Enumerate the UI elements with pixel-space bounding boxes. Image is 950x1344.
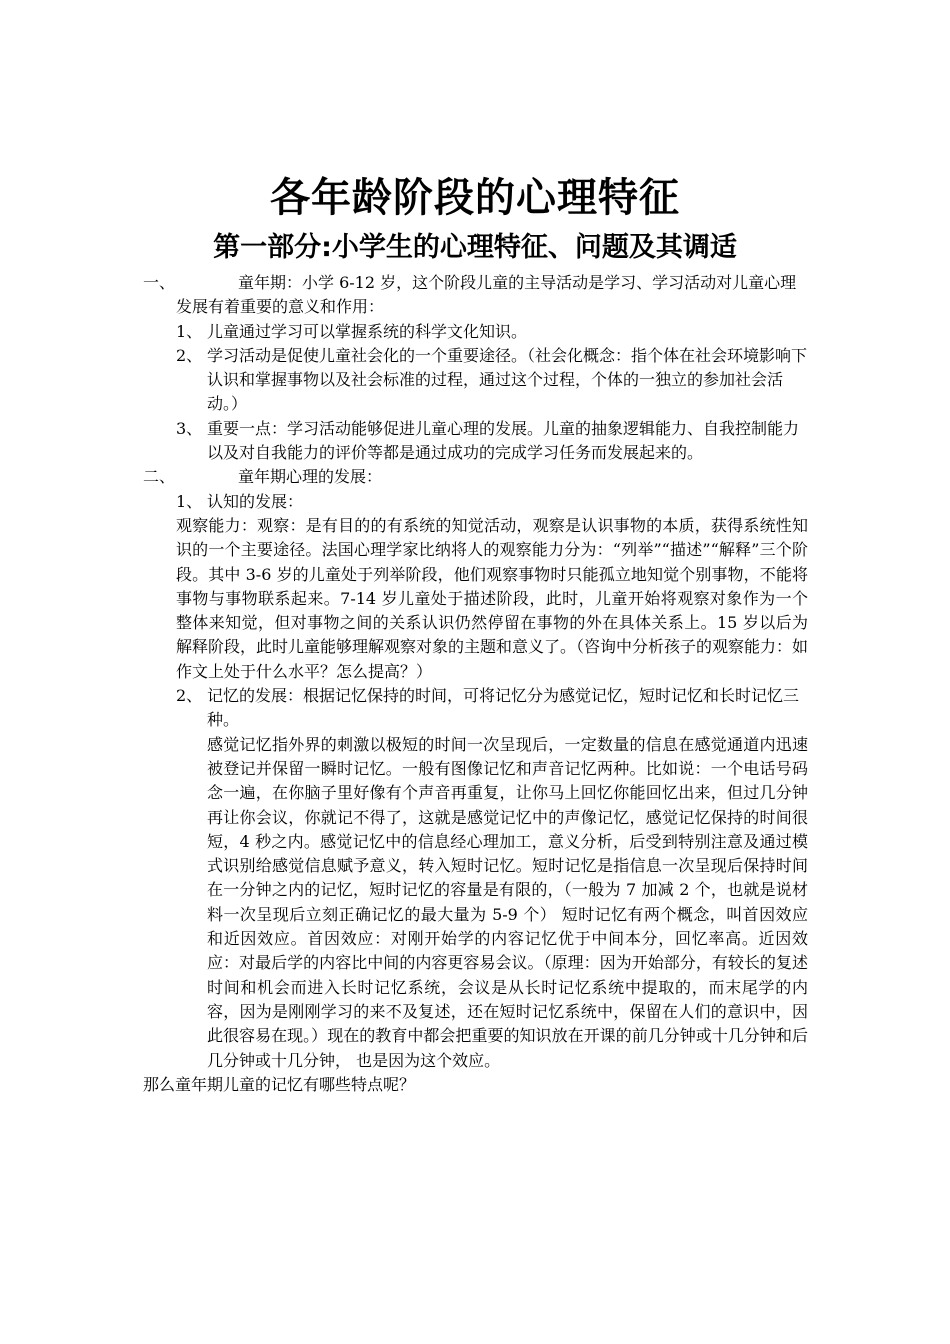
list-item-number: 3、 [176, 418, 203, 438]
document-title: 各年龄阶段的心理特征 [270, 175, 680, 221]
section-text: 童年期心理的发展： [238, 467, 383, 487]
document-subtitle: 第一部分:小学生的心理特征、问题及其调适 [213, 232, 737, 263]
list-item [0, 490, 950, 514]
document-body [0, 271, 950, 1097]
list-item-text: 重要一点：学习活动能够促进儿童心理的发展。儿童的抽象逻辑能力、自我控制能力以及对自我能力的评价等都是通过成功的完成学习任务而发展起来的。 [207, 418, 800, 463]
section-marker: 一、 [143, 273, 176, 292]
closing-question: 那么童年期儿童的记忆有哪些特点呢？ [143, 1074, 416, 1094]
list-item-text: 记忆的发展：根据记忆保持的时间，可将记忆分为感觉记忆，短时记忆和长时记忆三种。 [207, 686, 800, 730]
list-item [0, 684, 950, 733]
list-item-number: 2、 [176, 686, 203, 706]
section-2 [0, 465, 950, 489]
list-item-text: 学习活动是促使儿童社会化的一个重要途径。（社会化概念：指个体在社会环境影响下认识和掌握事物以及社会标准的过程，通过这个过程，个体的一独立的参加社会活动。） [207, 345, 808, 414]
list-item-number: 1、 [176, 491, 203, 511]
list-item-number: 1、 [176, 321, 203, 341]
list-item [0, 417, 950, 466]
list-item-text: 儿童通过学习可以掌握系统的科学文化知识。 [207, 321, 528, 341]
list-item-text: 认知的发展： [207, 491, 304, 511]
memory-paragraph: 感觉记忆指外界的刺激以极短的时间一次呈现后，一定数量的信息在感觉通道内迅速被登记并保留一瞬时记忆。一般有图像记忆和声音记忆两种。比如说：一个电话号码念一遍，在你脑子里好像有个声音再重复，让你马上回忆你能回忆出来，但过几分钟再让你会议，你就记不得了，这就是感觉记忆中的声像记忆，感觉记忆保持的时间很短，4 秒之内。感觉记忆中的信息经心理加工，意义分析，后受到特别注意及通过模式识别给感觉信息赋予意义，转入短时记忆。短时记忆是指信息一次呈现后保持时间在一分钟之内的记忆，短时记忆的容量是有限的，（一般为 7 加减 2 个，也就是说材料一次呈现后立刻正确记忆的最大量为 5-9 个） 短时记忆有两个概念，叫首因效应和近因效应。首因效应：对刚开始学的内容记忆优于中间本分，回忆率高。近因效应：对最后学的内容比中间的内容更容易会议。（原理：因为开始部分，有较长的复述时间和机会而进入长时记忆系统，会议是从长时记忆系统中提取的，而末尾学的内容，因为是刚刚学习的来不及复述，还在短时记忆系统中，保留在人们的意识中，因此很容易在现。）现在的教育中都会把重要的知识放在开课的前几分钟或十几分钟和后几分钟或十几分钟， 也是因为这个效应。 [207, 734, 808, 1070]
section-marker: 二、 [143, 467, 176, 487]
section-1 [0, 271, 950, 320]
section-text: 童年期：小学 6-12 岁，这个阶段儿童的主导活动是学习、学习活动对儿童心理发展有着重要的意义和作用： [176, 273, 797, 317]
list-item [0, 344, 950, 417]
list-item [0, 320, 950, 344]
list-item-number: 2、 [176, 345, 203, 365]
observation-paragraph: 观察能力：观察：是有目的的有系统的知觉活动，观察是认识事物的本质，获得系统性知识的一个主要途径。法国心理学家比纳将人的观察能力分为：“列举”“描述”“解释”三个阶段。其中 3-6 岁的儿童处于列举阶段，他们观察事物时只能孤立地知觉个别事物，不能将事物与事物联系起来。7-14 岁儿童处于描述阶段，此时，儿童开始将观察对象作为一个整体来知觉，但对事物之间的关系认识仍然停留在事物的外在具体关系上。15 岁以后为解释阶段，此时儿童能够理解观察对象的主题和意义了。（咨询中分析孩子的观察能力：如作文上处于什么水平？怎么提高？） [176, 515, 809, 681]
